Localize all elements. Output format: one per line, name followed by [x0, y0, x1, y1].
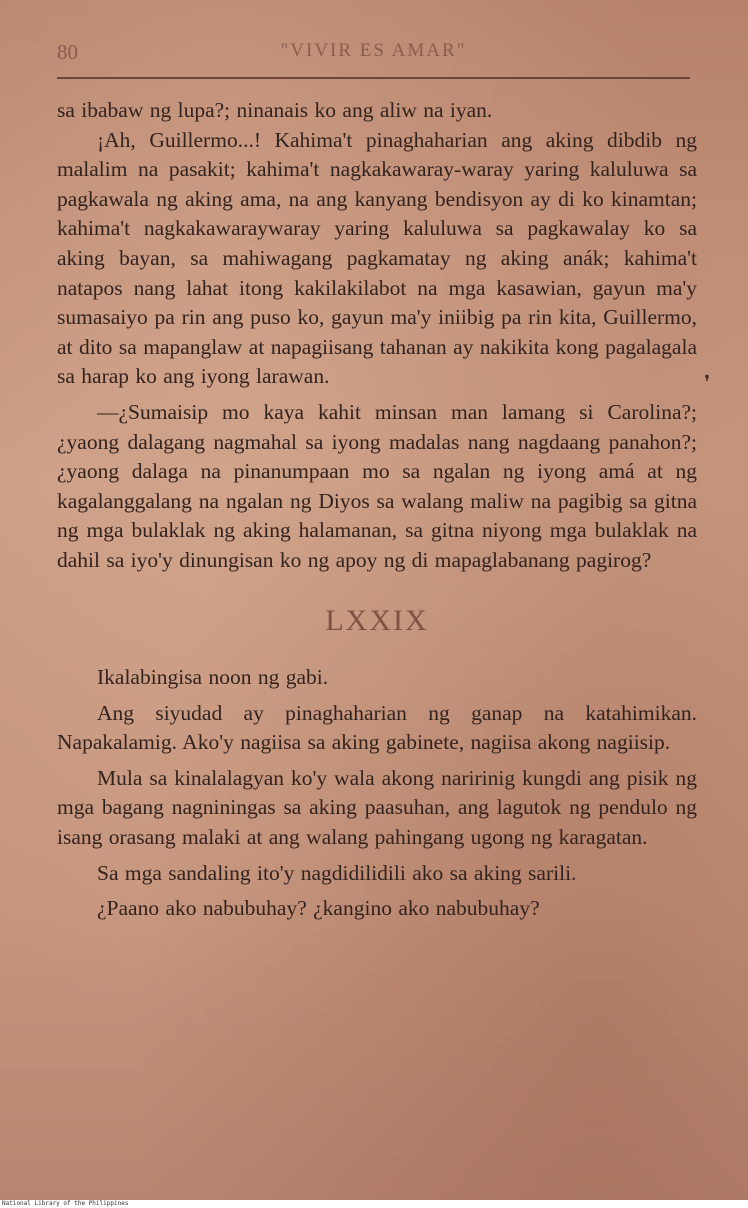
page-header — [57, 40, 690, 70]
paragraph: ¿Paano ako nabubuhay? ¿kangino ako nabubuhay? — [97, 896, 540, 921]
paragraph: Ikalabingisa noon ng gabi. — [97, 665, 329, 690]
running-title: "VIVIR ES AMAR" — [280, 40, 467, 61]
page-number: 80 — [57, 40, 78, 64]
chapter-heading: LXXIX — [325, 603, 429, 637]
footer-credit: National Library of the Philippines — [0, 1200, 748, 1208]
ink-mark: ❜ — [704, 372, 710, 392]
paragraph: Mula sa kinalalagyan ko'y wala akong naririnig kungdi ang pisik ng mga bagang nagniningas sa aking paasuhan, ang lagutok ng pendulo ng isang orasang malaki at ang walang pahingang ugong ng karagatan. — [57, 765, 697, 850]
paragraph: sa ibabaw ng lupa?; ninanais ko ang aliw na iyan. — [57, 98, 493, 122]
paragraph: —¿Sumaisip mo kaya kahit minsan man lamang si Carolina?; ¿yaong dalagang nagmahal sa iyong madalas nang nagdaang panahon?; ¿yaong dalaga na pinanumpaan mo sa ngalan ng iyong amá at ng kagalanggalang na ngalan ng Diyos sa walang maliw na pagibig sa gitna ng mga bulaklak ng aking halamanan, sa gitna niyong mga bulaklak na dahil sa iyo'y dinungisan ko ng apoy ng di mapaglabanang pagirog? — [57, 399, 697, 572]
paragraph: Sa mga sandaling ito'y nagdidilidili ako sa aking sarili. — [97, 860, 577, 885]
paragraph: Ang siyudad ay pinaghaharian ng ganap na katahimikan. Napakalamig. Ako'y nagiisa sa aking gabinete, nagiisa akong nagiisip. — [57, 700, 697, 755]
page-body — [57, 96, 697, 924]
header-rule — [57, 77, 690, 79]
paragraph: ¡Ah, Guillermo...! Kahima't pinaghaharian ang aking dibdib ng malalim na pasakit; kahima't nagkakawaray-waray yaring kaluluwa sa pagkawala ng aking ama, na ang kanyang bendisyon ay di ko kinamtan; kahima't nagkakawaraywaray yaring kaluluwa sa pagkawalay ko sa aking bayan, sa mahiwagang pagkamatay ng aking anák; kahima't natapos nang lahat itong kakilakilabot na mga kasawian, gayun ma'y sumasaiyo pa rin ang puso ko, gayun ma'y iniibig pa rin kita, Guillermo, at dito sa mapanglaw at napagiisang tahanan ay nakikita kong pagalagala sa harap ko ang iyong larawan. — [57, 127, 697, 389]
